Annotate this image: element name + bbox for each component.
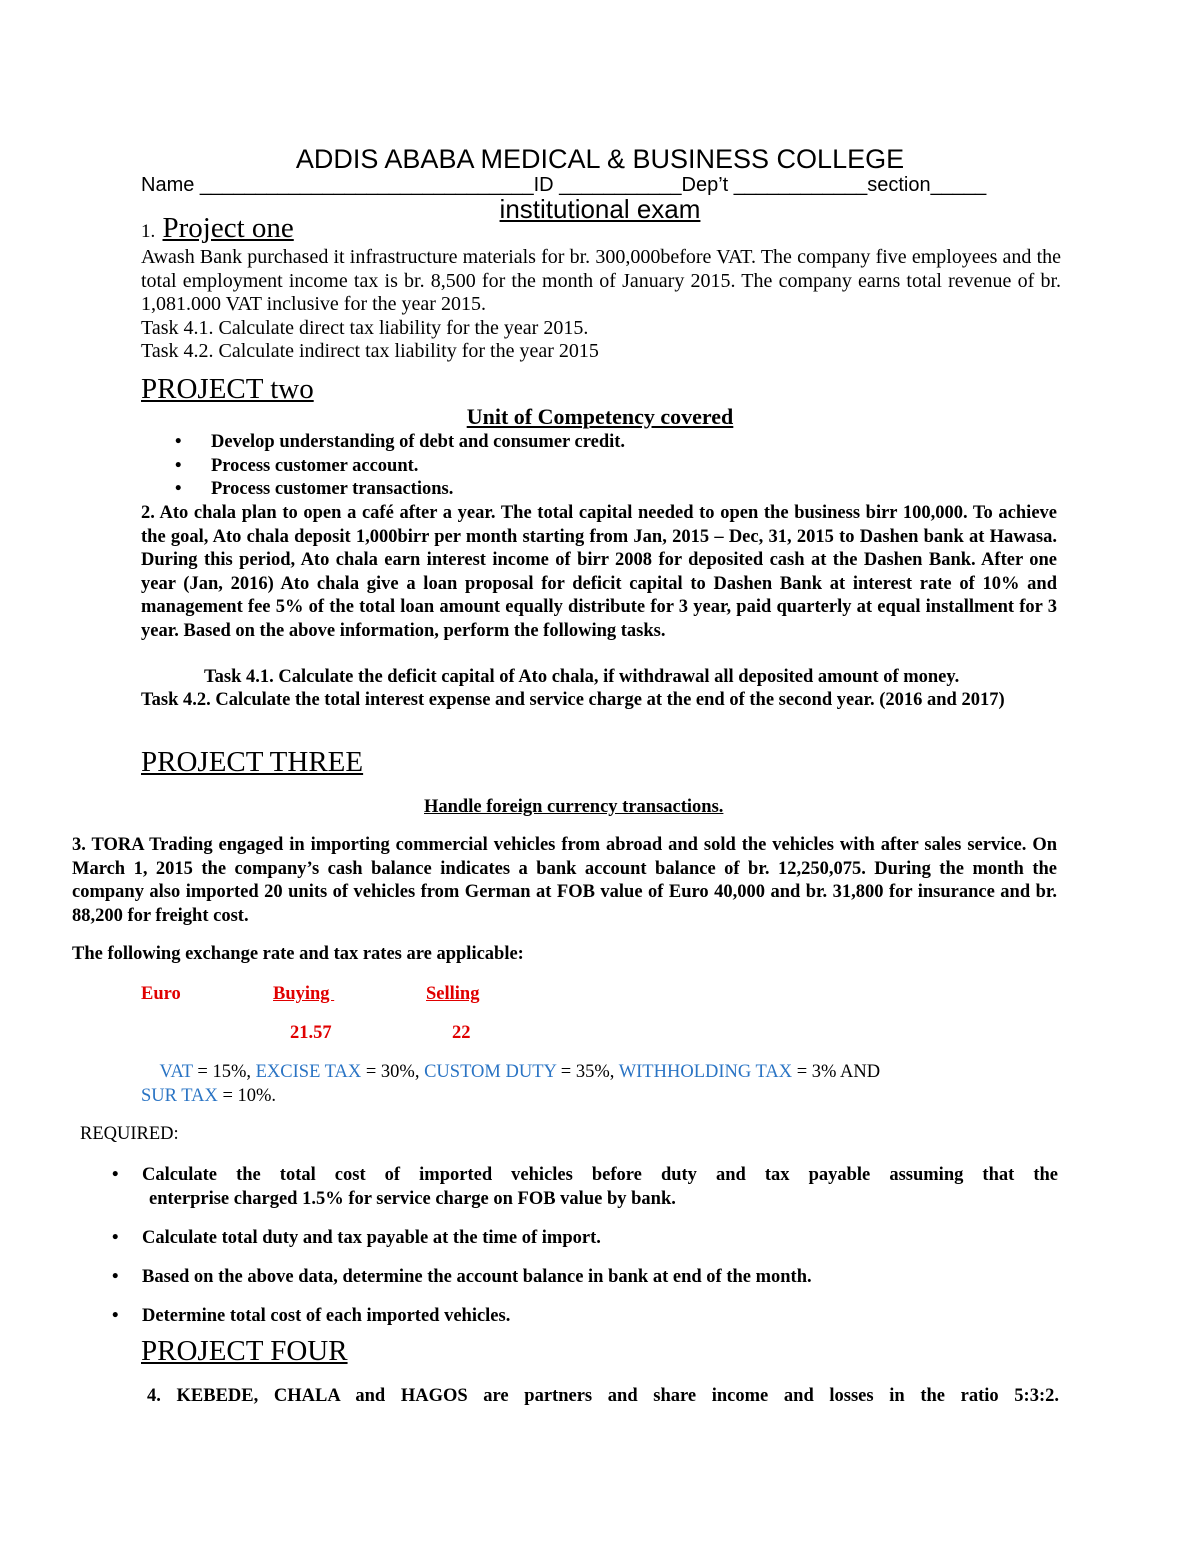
project-one-task-1: Task 4.1. Calculate direct tax liability for the year 2015. <box>141 316 589 339</box>
selling-rate: 22 <box>452 1023 471 1043</box>
customs-rate: = 35%, <box>556 1062 619 1082</box>
buying-header: Buying <box>273 984 335 1004</box>
project-four-paragraph: 4. KEBEDE, CHALA and HAGOS are partners and share income and losses in the ratio 5:3:2. <box>147 1386 1059 1406</box>
competency-title: Unit of Competency covered <box>466 404 734 429</box>
list-item: • Process customer account. <box>141 455 1041 479</box>
tax-rates <box>141 1061 1061 1108</box>
project-one-body <box>141 246 1061 364</box>
project-two-task-2: Task 4.2. Calculate the total interest expense and service charge at the end of the second year. (2016 and 2017) <box>141 690 1005 710</box>
exam-title: institutional exam <box>499 194 701 224</box>
competency-list <box>141 431 1041 502</box>
bullet-icon: • <box>112 1267 119 1287</box>
project-three-paragraph: 3. TORA Trading engaged in importing commercial vehicles from abroad and sold the vehicles with after sales service. On March 1, 2015 the company’s cash balance indicates a bank account balance of br. 12,250,075. During the month the company also imported 20 units of vehicles from German at FOB value of Euro 40,000 and br. 31,800 for insurance and br. 88,200 for freight cost. <box>72 835 1057 926</box>
list-item: • Determine total cost of each imported vehicles. <box>112 1306 511 1326</box>
customs-label: CUSTOM DUTY <box>424 1062 557 1082</box>
project-two-heading: PROJECT two <box>141 373 314 405</box>
project-one-number: 1. <box>141 221 156 242</box>
surtax-rate: = 10%. <box>217 1085 277 1106</box>
project-one-title: Project one <box>162 212 294 244</box>
selling-header: Selling <box>426 984 480 1004</box>
excise-label: EXCISE TAX <box>255 1062 362 1082</box>
surtax-label: SUR TAX <box>141 1085 218 1106</box>
list-item: • Develop understanding of debt and consumer credit. <box>141 431 1041 455</box>
bullet-icon: • <box>112 1228 119 1248</box>
project-one-task-2: Task 4.2. Calculate indirect tax liability for the year 2015 <box>141 340 599 362</box>
bullet-icon: • <box>112 1165 119 1185</box>
project-one-paragraph: Awash Bank purchased it infrastructure materials for br. 300,000before VAT. The company five employees and the total employment income tax is br. 8,500 for the month of January 2015. The company earns total revenue of br. 1,081.000 VAT inclusive for the year 2015. <box>141 246 1061 315</box>
vat-label: VAT <box>159 1062 193 1082</box>
project-three-subtitle: Handle foreign currency transactions. <box>424 797 724 817</box>
excise-rate: = 30%, <box>361 1062 425 1082</box>
college-title: ADDIS ABABA MEDICAL & BUSINESS COLLEGE <box>295 144 905 174</box>
list-item: • Calculate total duty and tax payable at the time of import. <box>112 1228 601 1248</box>
vat-rate: = 15%, <box>192 1062 256 1082</box>
project-three-heading: PROJECT THREE <box>141 746 364 778</box>
required-list <box>112 1163 1058 1343</box>
list-item: • Calculate the total cost of imported vehicles before duty and tax payable assuming that the enterprise charged 1.5% for service charge on FOB value by bank. <box>112 1165 1058 1209</box>
list-item: • Process customer transactions. <box>141 478 1041 502</box>
student-info-line: Name ______________________________ID ___________Dep’t ____________section_____ <box>141 174 987 196</box>
project-two-task-1: Task 4.1. Calculate the deficit capital of Ato chala, if withdrawal all deposited amount of money. <box>204 667 960 687</box>
project-four-heading: PROJECT FOUR <box>141 1335 348 1367</box>
currency-label: Euro <box>141 984 181 1004</box>
bullet-icon: • <box>175 455 182 476</box>
list-item: • Based on the above data, determine the account balance in bank at end of the month. <box>112 1267 812 1287</box>
withholding-rate: = 3% AND <box>792 1062 881 1082</box>
rates-intro: The following exchange rate and tax rates are applicable: <box>72 944 524 964</box>
required-label: REQUIRED: <box>80 1124 179 1144</box>
project-one-heading <box>141 212 294 245</box>
project-two-paragraph: 2. Ato chala plan to open a café after a year. The total capital needed to open the business birr 100,000. To achieve the goal, Ato chala deposit 1,000birr per month starting from Jan, 2015 – Dec, 31, 2015 to Dashen bank at Hawasa. During this period, Ato chala earn interest income of birr 2008 for deposited cash at the Dashen Bank. After one year (Jan, 2016) Ato chala give a loan proposal for deficit capital to Dashen Bank at interest rate of 10% and management fee 5% of the total loan amount equally distribute for 3 year, paid quarterly at equal installment for 3 year. Based on the above information, perform the following tasks. <box>141 503 1057 641</box>
bullet-icon: • <box>112 1306 119 1326</box>
buying-rate: 21.57 <box>290 1023 332 1043</box>
bullet-icon: • <box>175 479 182 499</box>
withholding-label: WITHHOLDING TAX <box>618 1062 793 1082</box>
bullet-icon: • <box>175 432 182 452</box>
